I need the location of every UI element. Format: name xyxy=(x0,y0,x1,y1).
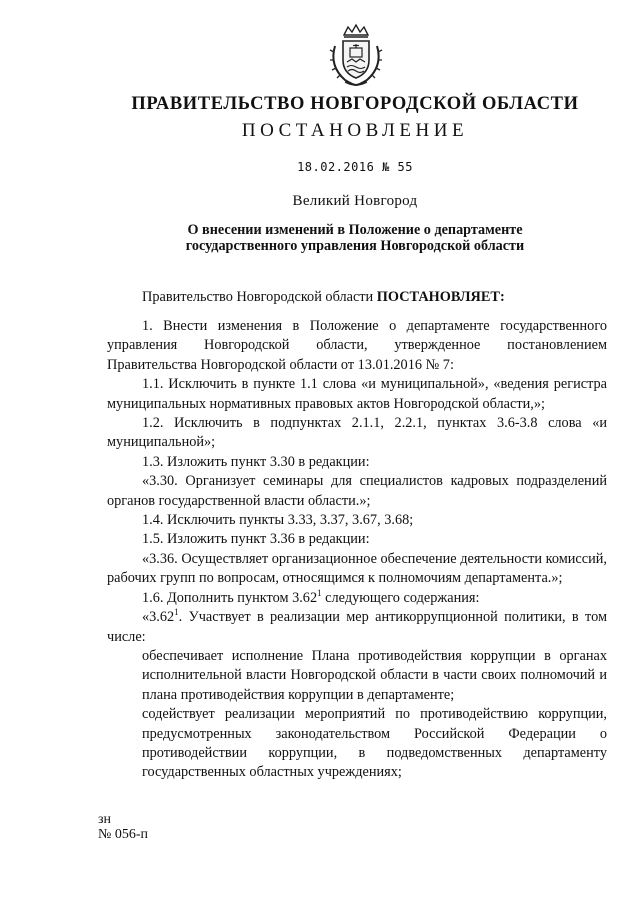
preamble-text: Правительство Новгородской области xyxy=(142,289,377,305)
paragraph-1-6-text: 1.6. Дополнить пунктом 3.62 xyxy=(142,589,318,606)
document-subject xyxy=(0,222,640,254)
document-internal-number: № 056-п xyxy=(98,827,149,842)
superscript: 1 xyxy=(317,587,322,598)
item-measures: содействует реализации мероприятий по противодействию коррупции, предусмотренных законодательством Российской Федерации о противодействии коррупции, в подведомственных департаменту государственных областных учреждениях; xyxy=(142,706,607,781)
subject-line-2: государственного управления Новгородской области xyxy=(185,238,525,254)
footer xyxy=(98,812,148,842)
paragraph-3-62 xyxy=(107,608,607,647)
document-body xyxy=(107,317,607,783)
paragraph-1-6-tail: следующего содержания: xyxy=(321,589,480,606)
date-and-number: 18.02.2016 № 55 xyxy=(297,160,413,174)
paragraph-1-5: 1.5. Изложить пункт 3.36 в редакции: xyxy=(142,531,370,548)
executor-initials: зн xyxy=(98,812,112,827)
paragraph-3-62-text: . Участвует в реализации мер антикоррупционной политики, в том числе: xyxy=(107,609,607,645)
government-title: ПРАВИТЕЛЬСТВО НОВГОРОДСКОЙ ОБЛАСТИ xyxy=(131,94,579,114)
coat-of-arms-emblem-icon xyxy=(325,22,387,88)
superscript: 1 xyxy=(174,607,179,618)
document-type: ПОСТАНОВЛЕНИЕ xyxy=(241,120,469,141)
paragraph-1-3: 1.3. Изложить пункт 3.30 в редакции: xyxy=(142,453,370,470)
paragraph-3-36-text: «3.36. Осуществляет организационное обеспечение деятельности комиссий, рабочих групп по вопросам, относящимся к полномочиям департамента.»; xyxy=(107,550,607,587)
city: Великий Новгород xyxy=(292,193,418,209)
paragraph-1-2: 1.2. Исключить в подпунктах 2.1.1, 2.2.1, пунктах 3.6-3.8 слова «и муниципальной»; xyxy=(107,415,607,451)
paragraph-1: 1. Внести изменения в Положение о департаменте государственного управления Новгородской области, утвержденное постановлением Правительства Новгородской области от 13.01.2016 № 7: xyxy=(107,318,607,373)
preamble-bold: ПОСТАНОВЛЯЕТ: xyxy=(376,289,505,305)
subject-line-1: О внесении изменений в Положение о департаменте xyxy=(187,222,523,238)
paragraph-1-4: 1.4. Исключить пункты 3.33, 3.37, 3.67, 3.68; xyxy=(142,512,414,529)
paragraph-1-6 xyxy=(107,589,607,608)
paragraph-1-1: 1.1. Исключить в пункте 1.1 слова «и муниципальной», «ведения регистра муниципальных нормативных правовых актов Новгородской области,»; xyxy=(107,376,607,412)
preamble xyxy=(107,288,607,307)
paragraph-3-62-num: «3.62 xyxy=(142,609,175,626)
item-plan: обеспечивает исполнение Плана противодействия коррупции в органах исполнительной власти Новгородской области в части своих полномочий и плана противодействия коррупции в департаменте; xyxy=(142,647,607,703)
paragraph-3-30-text: «3.30. Организует семинары для специалистов кадровых подразделений органов государственной власти области.»; xyxy=(107,473,607,509)
